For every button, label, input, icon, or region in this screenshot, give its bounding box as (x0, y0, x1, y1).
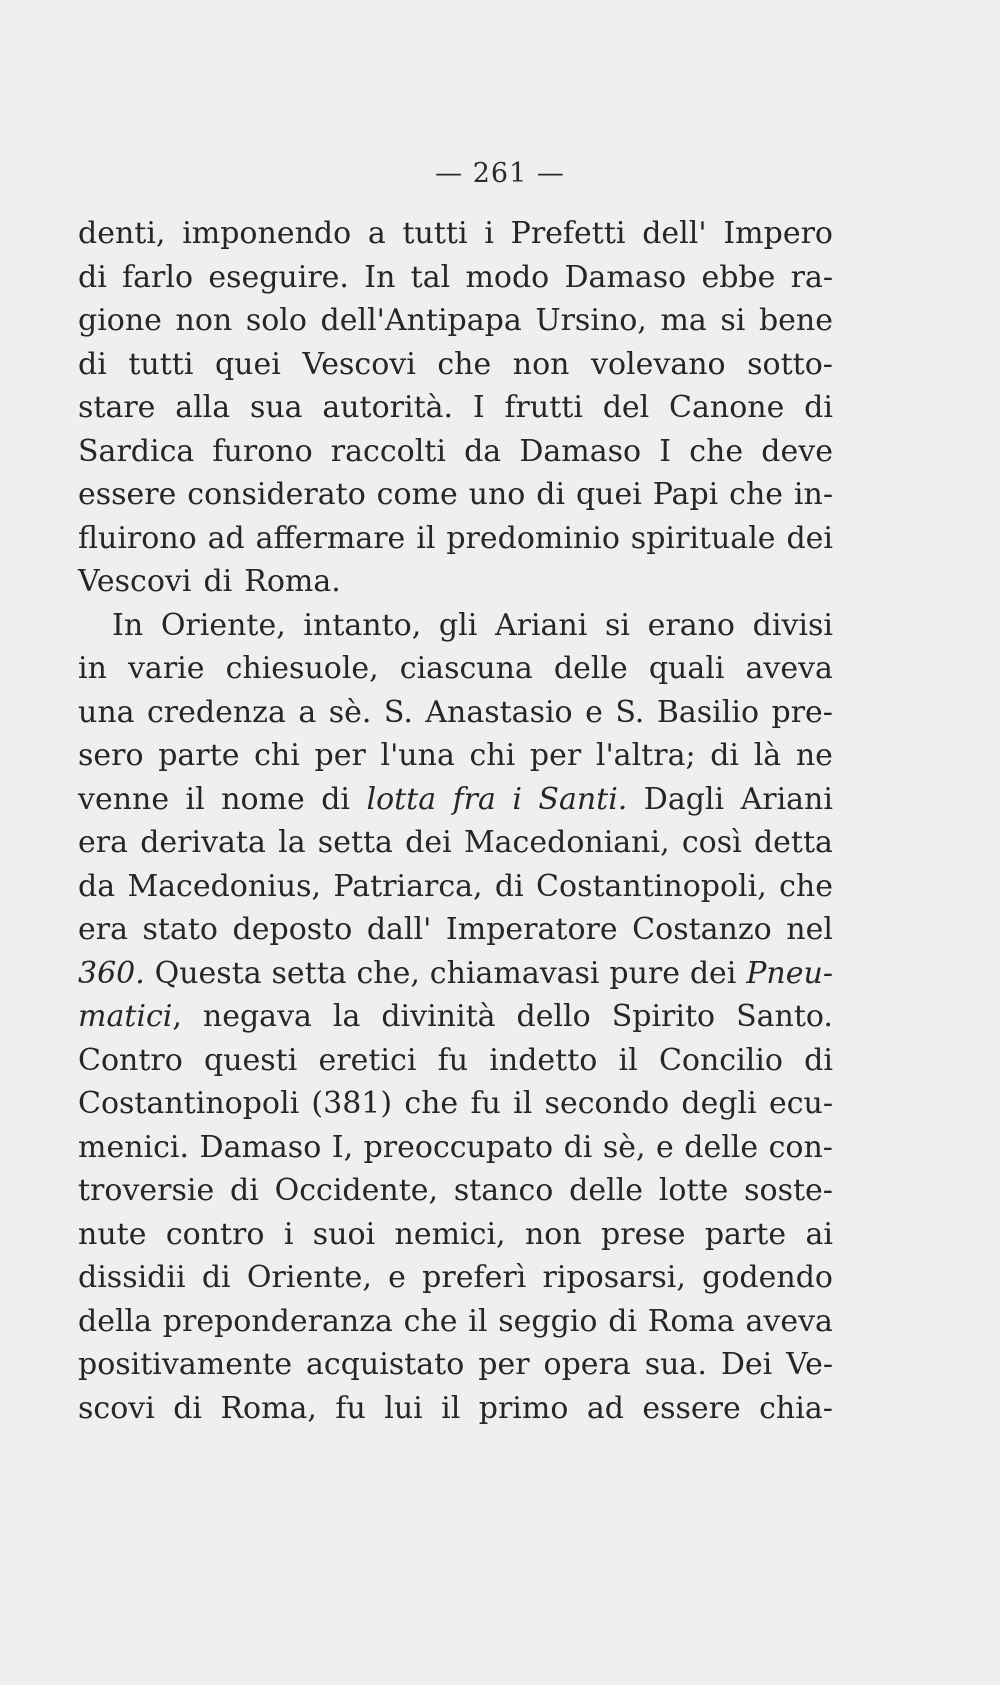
word: Basilio (656, 694, 760, 730)
word: non (524, 1216, 582, 1252)
word: e (388, 1260, 406, 1295)
word: ecu- (768, 1086, 833, 1121)
text-line (78, 1387, 833, 1431)
word: di (78, 346, 107, 382)
word: di (536, 477, 566, 512)
word: Santi. (538, 781, 628, 817)
word: suoi (312, 1216, 376, 1252)
word: opera (543, 1347, 631, 1382)
word: il (468, 1303, 488, 1339)
word: Papi (652, 477, 719, 512)
word: Santo. (736, 999, 833, 1034)
word: Pneu- (746, 955, 833, 991)
word: era (78, 912, 128, 947)
word: si (720, 303, 746, 338)
word: si (604, 607, 630, 643)
word: lui (384, 1390, 423, 1426)
word: aveva (745, 651, 833, 686)
word: di (804, 1042, 833, 1078)
word: Concilio (658, 1042, 783, 1078)
word: degli (681, 1086, 757, 1121)
word: ad (586, 1390, 624, 1426)
word: per (529, 738, 582, 773)
word: Costantinopoli, (536, 868, 767, 904)
word: divinità (381, 999, 496, 1034)
word: eseguire. (208, 259, 349, 295)
word: in- (793, 477, 833, 512)
word: che (403, 1303, 458, 1339)
word: delle (569, 1173, 644, 1208)
word: era (78, 825, 128, 860)
word: intanto, (303, 607, 422, 643)
word: così (681, 825, 742, 860)
word: Dei (720, 1347, 773, 1382)
word: pure (609, 955, 680, 991)
word: il (441, 1390, 461, 1426)
text-line (78, 995, 833, 1039)
word: Costantinopoli (78, 1086, 300, 1121)
word: nute (78, 1216, 147, 1252)
word: I, (331, 1129, 354, 1165)
word: raccolti (330, 433, 446, 469)
word: furono (212, 433, 313, 469)
word: tutti (128, 346, 194, 382)
word: Occidente, (274, 1173, 439, 1208)
word: Prefetti (510, 216, 626, 251)
word: e (656, 1129, 674, 1165)
page-number: — 261 — (435, 158, 565, 189)
word: derivata (140, 825, 266, 860)
word: dei (786, 520, 833, 556)
text-line (78, 1169, 833, 1213)
word: Roma. (244, 564, 341, 599)
word: in (78, 651, 107, 686)
word: Damaso (519, 433, 642, 469)
text-line (78, 560, 833, 604)
word: divisi (752, 607, 833, 643)
word: la (278, 825, 306, 860)
word: chi (469, 738, 516, 773)
word: e (585, 694, 603, 730)
text-line (78, 1082, 833, 1126)
word: nemici, (394, 1216, 506, 1252)
word: erano (647, 607, 735, 643)
word: S. (615, 694, 645, 730)
word: modo (465, 259, 550, 295)
word: chiamavasi (429, 955, 600, 991)
word: ciascuna (399, 651, 533, 686)
word: chiesuole, (225, 651, 379, 686)
text-line (78, 734, 833, 778)
word: nome (221, 781, 305, 817)
word: il (618, 1042, 638, 1078)
word: stato (142, 912, 218, 947)
text-line (78, 517, 833, 561)
word: parte (704, 1216, 787, 1252)
text-line (78, 386, 833, 430)
word: Canone (669, 390, 785, 425)
word: riposarsi, (542, 1260, 686, 1295)
word: fu (437, 1042, 469, 1078)
word: varie (127, 651, 205, 686)
text-line (78, 473, 833, 517)
word: a (298, 694, 317, 730)
word: Vescovi (302, 346, 416, 382)
word: non (175, 303, 233, 338)
word: preoccupato (363, 1129, 554, 1165)
word: di (230, 1173, 259, 1208)
word: ne (795, 738, 833, 773)
word: l'una (380, 738, 455, 773)
word: Anastasio (425, 694, 573, 730)
word: che, (356, 955, 420, 991)
word: che (689, 433, 744, 469)
text-line (78, 691, 833, 735)
word: parte (158, 738, 240, 773)
body-text (78, 212, 833, 1430)
text-line (78, 1039, 833, 1083)
word: Damaso (199, 1129, 322, 1165)
word: quali (648, 651, 725, 686)
word: della (78, 1303, 153, 1339)
text-line (78, 647, 833, 691)
word: ai (805, 1216, 833, 1252)
word: sero (78, 738, 144, 773)
text-line (78, 604, 833, 648)
word: Oriente, (160, 607, 286, 643)
word: denti, (78, 216, 166, 251)
text-line (78, 865, 833, 909)
word: Oriente, (246, 1260, 372, 1295)
word: godendo (702, 1260, 833, 1295)
word: di (201, 1260, 231, 1295)
word: positivamente (78, 1347, 293, 1382)
word: I (659, 433, 672, 469)
text-line (78, 952, 833, 996)
word: che (437, 346, 492, 382)
word: da (464, 433, 502, 469)
word: dell' (642, 216, 707, 251)
word: indetto (489, 1042, 598, 1078)
word: per (478, 1347, 530, 1382)
word: dissidii (78, 1260, 186, 1295)
word: che (729, 477, 784, 512)
word: detta (753, 825, 833, 860)
word: preferì (422, 1260, 527, 1295)
word: ra- (790, 259, 833, 295)
word: l'altra; (595, 738, 696, 773)
word: Roma, (220, 1390, 317, 1426)
word: soste- (744, 1173, 833, 1208)
word: tutti (402, 216, 468, 251)
word: lotte (658, 1173, 729, 1208)
word: là (753, 738, 782, 773)
word: i (283, 1216, 294, 1252)
text-line (78, 908, 833, 952)
word: Dagli (643, 781, 725, 817)
word: venne (78, 781, 170, 817)
word: delle (553, 651, 628, 686)
word: affermare (255, 520, 406, 556)
word: I (472, 390, 485, 425)
word: 360. (78, 955, 145, 991)
word: dell'Antipapa (320, 303, 522, 338)
word: Questa (154, 955, 262, 991)
word: con- (768, 1129, 833, 1165)
word: del (602, 390, 650, 425)
word: volevano (591, 346, 726, 382)
word: di (203, 564, 233, 599)
word: Sardica (78, 433, 195, 469)
word: Costanzo (632, 912, 772, 947)
word: ebbe (701, 259, 776, 295)
word: che (404, 1086, 459, 1121)
word: fu (470, 1086, 501, 1121)
word: sè, (602, 1129, 646, 1165)
word: a (367, 216, 386, 251)
word: alla (175, 390, 231, 425)
word: troversie (78, 1173, 215, 1208)
word: Ariani (740, 781, 833, 817)
word: deve (761, 433, 833, 469)
word: Impero (723, 216, 833, 251)
word: uno (468, 477, 526, 512)
word: setta (317, 825, 393, 860)
word: quei (575, 477, 642, 512)
word: Roma (647, 1303, 735, 1339)
text-line (78, 1126, 833, 1170)
word: sotto- (747, 346, 833, 382)
word: di (804, 390, 833, 425)
word: predominio (446, 520, 620, 556)
word: ma (660, 303, 707, 338)
text-line (78, 1300, 833, 1344)
word: matici, (78, 999, 182, 1034)
word: gione (78, 303, 162, 338)
word: negava (202, 999, 312, 1034)
word: acquistato (306, 1347, 465, 1382)
word: delle (684, 1129, 759, 1165)
word: Damaso (564, 259, 687, 295)
word: Patriarca, (333, 868, 483, 904)
word: da (78, 868, 116, 904)
word: dei (405, 825, 452, 860)
word: chi (254, 738, 300, 773)
word: secondo (544, 1086, 670, 1121)
word: dall' (366, 912, 432, 947)
word: deposto (232, 912, 353, 947)
word: Vescovi (78, 564, 192, 599)
word: eretici (318, 1042, 417, 1078)
word: In (112, 607, 144, 643)
word: seggio (498, 1303, 598, 1339)
word: Macedonius, (127, 868, 322, 904)
word: quei (214, 346, 281, 382)
word: Spirito (611, 999, 716, 1034)
word: Ursino, (535, 303, 647, 338)
text-line (78, 256, 833, 300)
word: ad (207, 520, 245, 556)
word: che (779, 868, 833, 904)
word: prese (601, 1216, 686, 1252)
word: come (376, 477, 458, 512)
word: farlo (122, 259, 194, 295)
word: gli (438, 607, 478, 643)
text-line (78, 1256, 833, 1300)
word: bene (758, 303, 833, 338)
word: aveva (745, 1303, 833, 1339)
word: di (173, 1390, 203, 1426)
word: (381) (311, 1086, 393, 1121)
word: la (332, 999, 361, 1034)
word: preponderanza (162, 1303, 393, 1339)
word: contro (165, 1216, 265, 1252)
word: S. (383, 694, 413, 730)
word: sua. (644, 1347, 707, 1382)
word: di (710, 738, 740, 773)
word: imponendo (182, 216, 352, 251)
word: il (185, 781, 205, 817)
text-line (78, 343, 833, 387)
word: lotta (366, 781, 437, 817)
word: Contro (78, 1042, 183, 1078)
word: per (314, 738, 366, 773)
word: stanco (453, 1173, 554, 1208)
word: primo (478, 1390, 569, 1426)
word: setta (271, 955, 347, 991)
text-line (78, 778, 833, 822)
word: autorità. (322, 390, 454, 425)
word: nel (786, 912, 833, 947)
word: fu (335, 1390, 366, 1426)
word: di (494, 868, 524, 904)
word: i (512, 781, 522, 817)
word: il (513, 1086, 533, 1121)
text-line (78, 1343, 833, 1387)
word: i (484, 216, 494, 251)
word: credenza (147, 694, 286, 730)
word: chia- (759, 1390, 833, 1426)
word: sua (249, 390, 303, 425)
word: Macedoniani, (463, 825, 670, 860)
word: spirituale (630, 520, 776, 556)
word: scovi (78, 1390, 155, 1426)
text-line (78, 1213, 833, 1257)
word: solo (245, 303, 307, 338)
word: fra (452, 781, 496, 817)
word: di (78, 259, 107, 295)
word: In (364, 259, 396, 295)
word: di (608, 1303, 638, 1339)
word: una (78, 694, 135, 730)
word: frutti (504, 390, 583, 425)
word: tal (410, 259, 451, 295)
text-line (78, 212, 833, 256)
word: considerato (187, 477, 366, 512)
word: Imperatore (445, 912, 618, 947)
word: stare (78, 390, 156, 425)
word: di (321, 781, 351, 817)
word: menici. (78, 1129, 190, 1165)
text-line (78, 821, 833, 865)
word: Ve- (786, 1347, 833, 1382)
word: di (563, 1129, 593, 1165)
word: dei (689, 955, 737, 991)
word: essere (78, 477, 177, 512)
word: sè. (328, 694, 372, 730)
text-line (78, 430, 833, 474)
word: dello (516, 999, 591, 1034)
word: pre- (771, 694, 833, 730)
word: il (416, 520, 436, 556)
word: non (512, 346, 570, 382)
word: Ariani (494, 607, 588, 643)
word: questi (204, 1042, 298, 1078)
word: fluirono (78, 520, 197, 556)
text-line (78, 299, 833, 343)
word: essere (642, 1390, 741, 1426)
